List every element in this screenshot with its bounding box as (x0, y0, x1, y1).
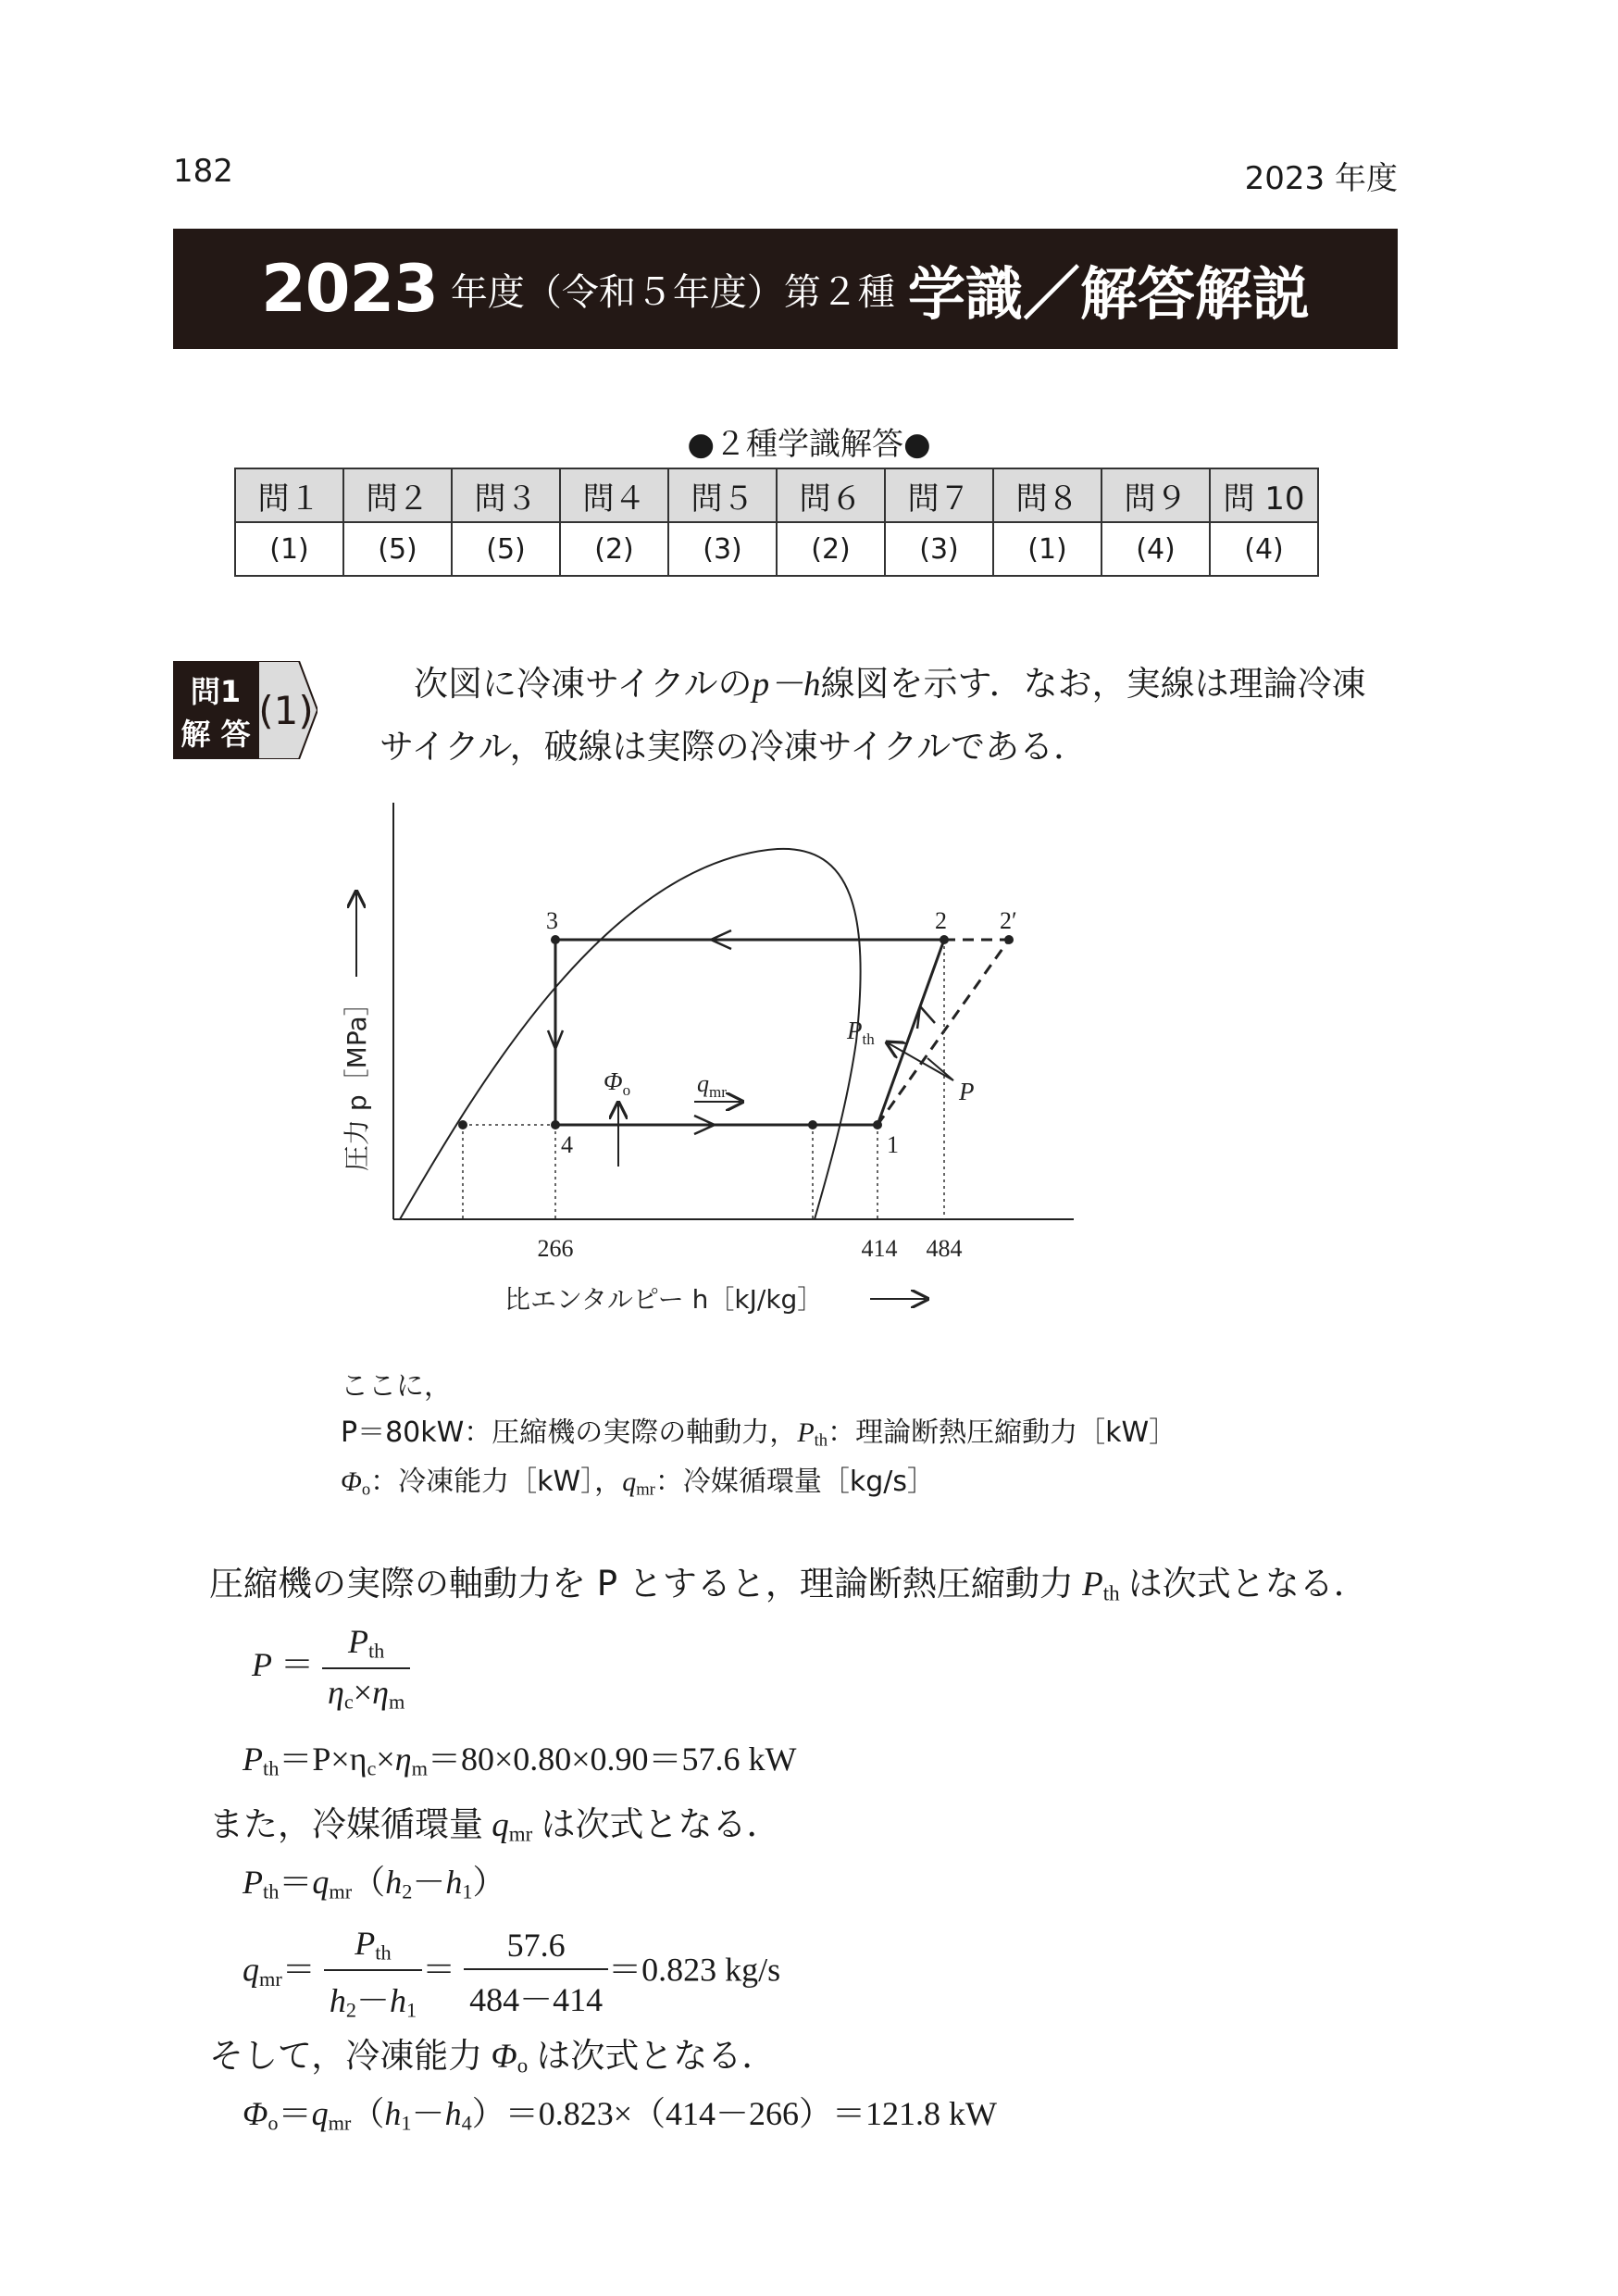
intro-text: 次図に冷凍サイクルの (414, 664, 753, 704)
state-point (1004, 935, 1014, 944)
equation-pth: $P_{th}=P\times\eta_c\times\eta_m=80\times 0.80\times 0.90=57.6$ kW (243, 1741, 797, 1780)
fraction-numerator: 57.6 (464, 1926, 608, 1970)
compression-line (877, 940, 944, 1125)
title-year: 2023 (261, 251, 438, 327)
answer-cell: (4) (1210, 522, 1318, 576)
question-answer-badge (173, 661, 317, 759)
fraction-denominator: 484－414 (469, 1980, 604, 2018)
definition-text: ：冷凍能力［kW］， (370, 1466, 623, 1498)
solution-paragraph (209, 1555, 1368, 1606)
title-bold: 学識／解答解説 (907, 259, 1310, 328)
page-number: 182 (173, 153, 233, 190)
question-cell: 問８ (993, 468, 1101, 522)
x-tick-label: 484 (926, 1235, 963, 1262)
definition-intro: ここに， (341, 1370, 452, 1403)
answers-heading: ●２種学識解答● (687, 426, 931, 463)
pth-symbol: $P_{th}$ (1073, 1566, 1120, 1605)
solution-text: また，冷媒循環量 (209, 1804, 483, 1844)
question-intro (380, 653, 1407, 778)
state-point (551, 935, 560, 944)
title-middle: 年度（令和５年度）第２種 (450, 270, 895, 314)
question-cell: 問６ (777, 468, 885, 522)
equation-q: $q_{mr}=$ $\frac{P_{th}}{h_2-h_1}$ ＝ $\frac{57.6}{484-414}$ ＝0.823 kg/s (243, 1925, 781, 2022)
ph-diagram (333, 801, 1148, 1329)
solution-text: 圧縮機の実際の軸動力を P とすると，理論断熱圧縮動力 (209, 1564, 1074, 1603)
answer-cell: (2) (560, 522, 668, 576)
solution-text: は次式となる． (1127, 1564, 1368, 1603)
q-symbol: $q_{mr}$ (622, 1466, 655, 1500)
q-sub: mr (709, 1083, 727, 1101)
question-cell: 問７ (885, 468, 993, 522)
intro-text: 線図を示す．なお，実線は理論冷凍 (820, 664, 1366, 704)
y-axis-label: 圧力 p［MPa］ (342, 990, 372, 1171)
equation-text: ＝P×η (279, 1741, 367, 1778)
p-pointer-icon (927, 1058, 953, 1080)
phi-symbol: $\Phi_o$ (482, 2038, 529, 2078)
state-point (551, 1120, 560, 1129)
point-label-3: 3 (546, 907, 558, 934)
answer-cell: (4) (1101, 522, 1210, 576)
answer-cell: (3) (668, 522, 777, 576)
phi-sub: o (622, 1081, 631, 1099)
arrow-icon (917, 1006, 935, 1029)
pth-sub: th (862, 1030, 875, 1048)
q-label: q (697, 1070, 709, 1097)
definition-line (341, 1409, 1176, 1452)
answer-cell: (3) (885, 522, 993, 576)
definition-line (341, 1458, 935, 1501)
equation-text: ）＝0.823×（414－266）＝121.8 kW (471, 2095, 998, 2132)
x-tick-label: 414 (861, 1235, 898, 1262)
equation-text: ＝80×0.80×0.90＝57.6 kW (427, 1741, 797, 1778)
equation-pth-q: $P_{th}=q_{mr}(h_2-h_1)$ (243, 1864, 506, 1903)
svg-text:Φo (604, 1067, 630, 1099)
state-point (940, 935, 949, 944)
solution-text: そして，冷凍能力 (209, 2036, 483, 2076)
title-banner (173, 229, 1398, 349)
equation-phi: $\Phi_o=q_{mr}(h_1-h_4)=0.823\times(414-266)=121.8$ kW (243, 2095, 998, 2135)
answers-value-row (235, 522, 1318, 576)
answer-cell: (1) (235, 522, 343, 576)
pth-label: P (847, 1017, 863, 1044)
svg-text:Pth (846, 1017, 875, 1048)
equation-result: ＝0.823 kg/s (608, 1951, 781, 1989)
definition-text: P＝80kW：圧縮機の実際の軸動力， (341, 1416, 798, 1449)
answer-cell: (5) (343, 522, 452, 576)
year-tag: 2023 年度 (1244, 160, 1398, 197)
question-cell: 問２ (343, 468, 452, 522)
question-cell: 問５ (668, 468, 777, 522)
x-tick-label: 266 (537, 1235, 574, 1262)
state-point (873, 1120, 882, 1129)
pth-symbol: $P_{th}$ (797, 1417, 828, 1451)
q-symbol: $q_{mr}$ (483, 1806, 533, 1846)
point-label-1: 1 (887, 1131, 899, 1158)
question-cell: 問４ (560, 468, 668, 522)
definition-text: ：理論断熱圧縮動力［kW］ (828, 1416, 1177, 1449)
state-point (458, 1120, 467, 1129)
answer-cell: (2) (777, 522, 885, 576)
phi-label: Φ (604, 1067, 623, 1095)
badge-top-label: 問1 (190, 674, 242, 709)
point-label-2-prime: 2′ (1000, 907, 1017, 934)
solution-paragraph (209, 2028, 776, 2078)
state-point (808, 1120, 817, 1129)
question-cell: 問９ (1101, 468, 1210, 522)
answer-cell: (5) (452, 522, 560, 576)
answers-header-row (235, 468, 1318, 522)
equation-p: P ＝ $\frac{P_{th}}{\eta_c\times\eta_m}$ (252, 1622, 410, 1714)
saturation-curve (400, 849, 861, 1219)
point-label-4: 4 (561, 1131, 573, 1158)
actual-compression-line (877, 940, 1009, 1125)
intro-text: サイクル，破線は実際の冷凍サイクルである． (380, 727, 1089, 767)
solution-text: は次式となる． (536, 2036, 777, 2076)
pth-pointer-icon (889, 1043, 953, 1080)
solution-text: は次式となる． (541, 1804, 781, 1844)
x-axis-label: 比エンタルピー h［kJ/kg］ (504, 1284, 824, 1315)
badge-bottom-label: 解 答 (180, 717, 251, 752)
svg-text:qmr (697, 1070, 727, 1101)
question-cell: 問１ (235, 468, 343, 522)
phi-symbol: $\Phi_o$ (341, 1466, 371, 1500)
definition-text: ：冷媒循環量［kg/s］ (654, 1466, 935, 1498)
intro-var: p－h (752, 666, 821, 704)
solution-paragraph (209, 1796, 780, 1847)
answers-table (234, 468, 1319, 577)
question-cell: 問 10 (1210, 468, 1318, 522)
answer-cell: (1) (993, 522, 1101, 576)
badge-answer: (1) (258, 688, 314, 733)
question-cell: 問３ (452, 468, 560, 522)
point-label-2: 2 (935, 907, 947, 934)
p-label: P (959, 1078, 975, 1105)
